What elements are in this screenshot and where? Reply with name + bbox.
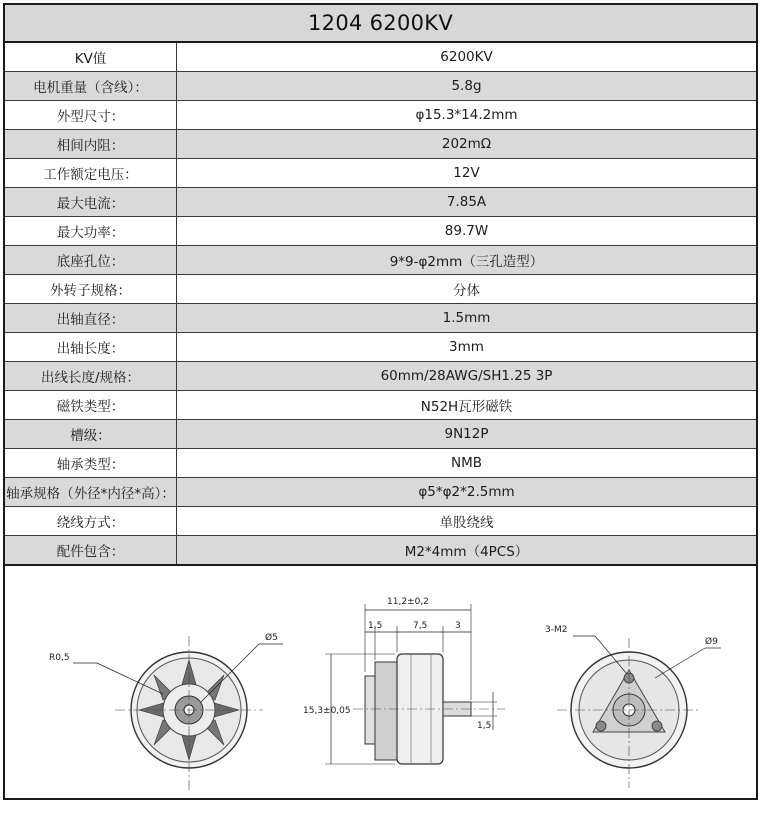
spec-value: 9*9-φ2mm（三孔造型） (177, 246, 757, 275)
spec-label: 工作额定电压： (5, 159, 177, 188)
spec-row (5, 72, 756, 101)
spec-label: 外型尺寸： (5, 101, 177, 130)
spec-label: 最大功率： (5, 217, 177, 246)
spec-label: 磁铁类型： (5, 391, 177, 420)
spec-label: 轴承类型： (5, 449, 177, 478)
spec-value: 1.5mm (177, 304, 757, 333)
front-diameter-label: Ø5 (265, 633, 278, 643)
back-holes-label: 3-M2 (545, 625, 568, 635)
front-view (49, 632, 283, 792)
spec-value: 89.7W (177, 217, 757, 246)
spec-label: 出轴直径： (5, 304, 177, 333)
spec-row (5, 304, 756, 333)
spec-sheet (3, 3, 758, 800)
spec-label: 绕线方式： (5, 507, 177, 536)
spec-row (5, 420, 756, 449)
spec-value: 202mΩ (177, 130, 757, 159)
back-diameter-label: Ø9 (705, 637, 718, 647)
spec-table (5, 43, 756, 566)
spec-row (5, 43, 756, 72)
spec-value: N52H瓦形磁铁 (177, 391, 757, 420)
spec-row (5, 478, 756, 507)
side-shaft: 1,5 (477, 721, 492, 731)
side-seg3: 3 (455, 621, 461, 631)
spec-value: φ5*φ2*2.5mm (177, 478, 757, 507)
spec-row (5, 101, 756, 130)
spec-row (5, 333, 756, 362)
spec-row (5, 275, 756, 304)
spec-value: 60mm/28AWG/SH1.25 3P (177, 362, 757, 391)
drawing-svg (5, 566, 756, 814)
side-view (303, 597, 505, 764)
spec-label: 相间内阻： (5, 130, 177, 159)
spec-row (5, 507, 756, 536)
side-seg1: 1,5 (368, 621, 383, 631)
side-overall-length: 11,2±0,2 (387, 597, 429, 607)
spec-value: 7.85A (177, 188, 757, 217)
spec-label: 配件包含： (5, 536, 177, 566)
product-title: 1204 6200KV (5, 5, 756, 43)
spec-value: 6200KV (177, 43, 757, 72)
spec-row (5, 188, 756, 217)
spec-value: 5.8g (177, 72, 757, 101)
technical-drawing (5, 566, 756, 814)
spec-row (5, 159, 756, 188)
spec-row (5, 391, 756, 420)
spec-label: 底座孔位： (5, 246, 177, 275)
spec-value: M2*4mm（4PCS） (177, 536, 757, 566)
side-seg2: 7,5 (413, 621, 428, 631)
spec-row (5, 449, 756, 478)
side-height: 15,3±0,05 (303, 706, 351, 716)
spec-value: 9N12P (177, 420, 757, 449)
spec-value: NMB (177, 449, 757, 478)
spec-label: 出轴长度： (5, 333, 177, 362)
spec-row (5, 217, 756, 246)
spec-label: 轴承规格（外径*内径*高）： (5, 478, 177, 507)
spec-row (5, 246, 756, 275)
spec-row (5, 130, 756, 159)
spec-label: 槽级： (5, 420, 177, 449)
back-view (545, 625, 721, 788)
spec-label: 最大电流： (5, 188, 177, 217)
spec-label: 出线长度/规格： (5, 362, 177, 391)
spec-label: 电机重量（含线）： (5, 72, 177, 101)
spec-value: φ15.3*14.2mm (177, 101, 757, 130)
spec-row (5, 362, 756, 391)
spec-value: 单股绕线 (177, 507, 757, 536)
spec-value: 分体 (177, 275, 757, 304)
spec-value: 12V (177, 159, 757, 188)
spec-value: 3mm (177, 333, 757, 362)
spec-row (5, 536, 756, 566)
front-radius-label: R0,5 (49, 653, 70, 663)
spec-label: 外转子规格： (5, 275, 177, 304)
spec-label: KV值 (5, 43, 177, 72)
